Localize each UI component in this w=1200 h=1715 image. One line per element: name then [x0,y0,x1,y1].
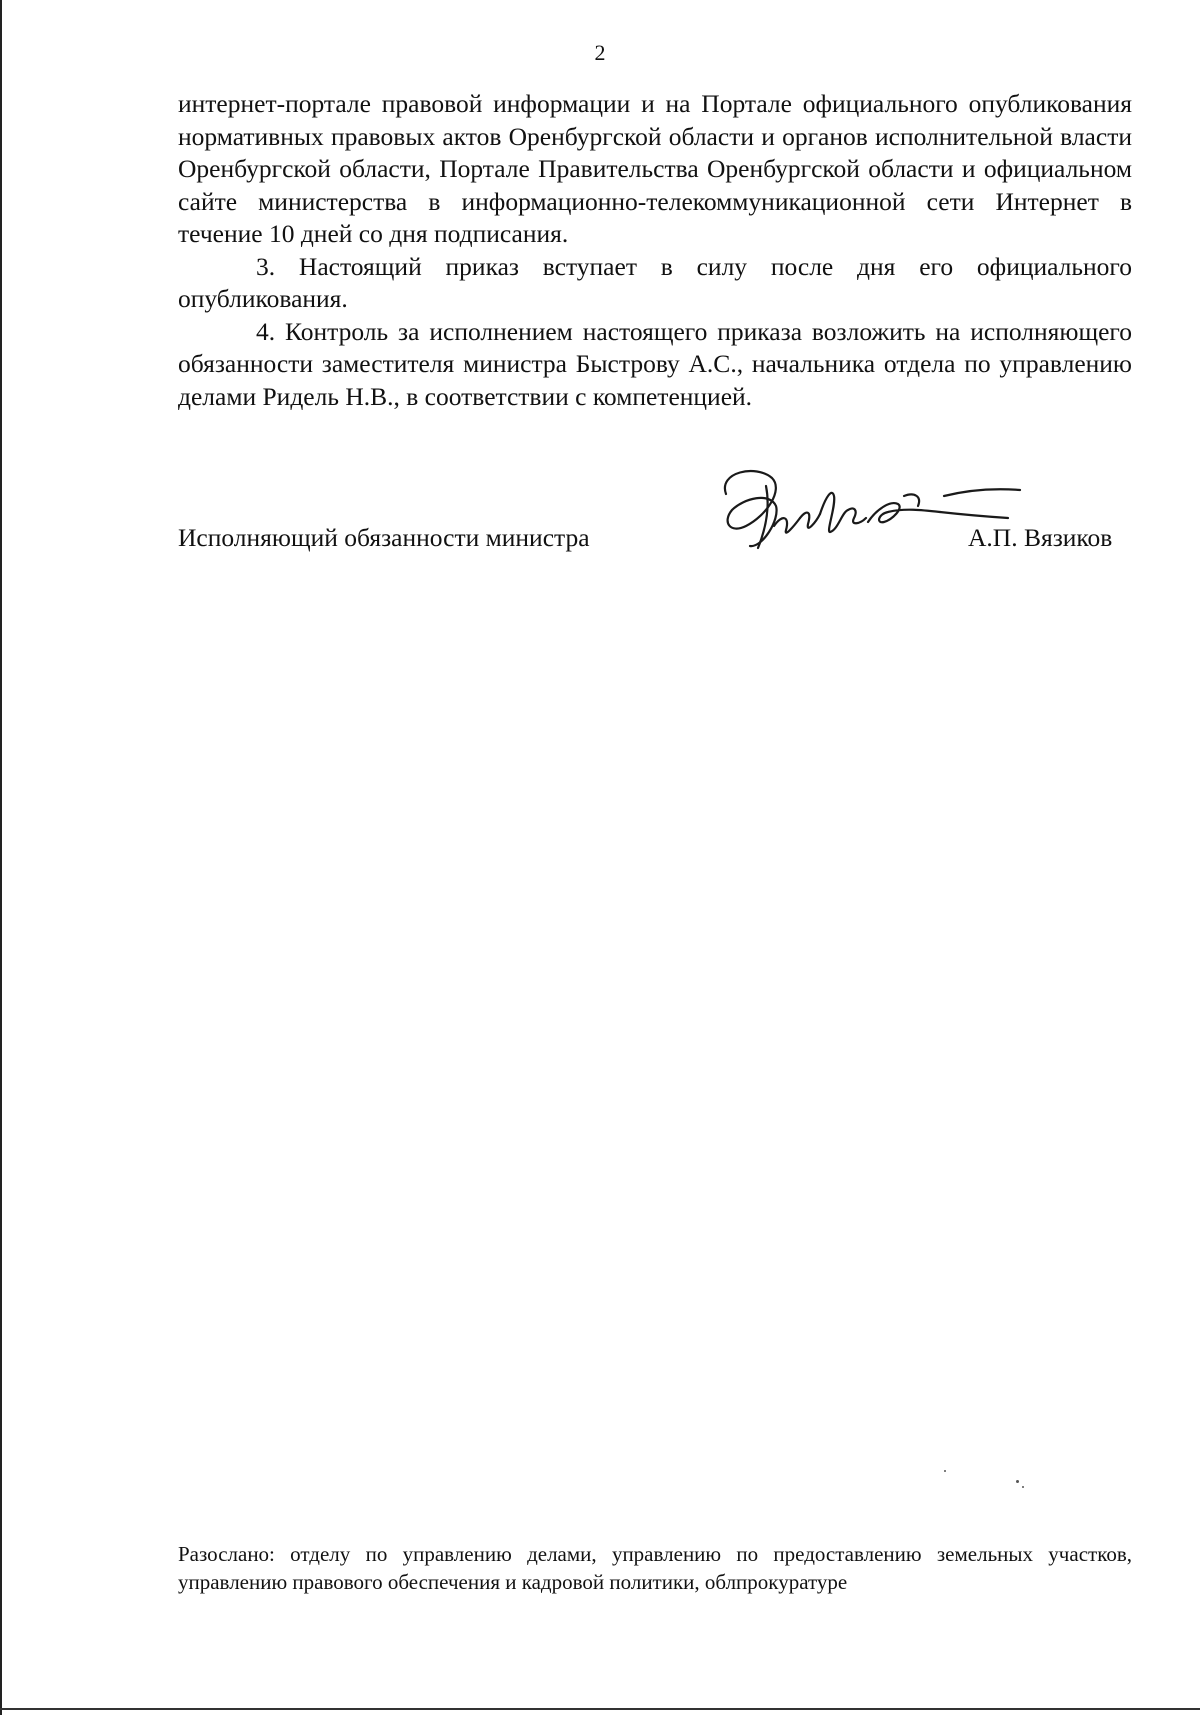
scan-speck [1016,1480,1019,1483]
scan-edge-bottom [0,1708,1200,1710]
paragraph-item-3: 3. Настоящий приказ вступает в силу после дня его официального опубликования. [178,251,1132,313]
distribution-list: Разослано: отделу по управлению делами, управлению по предоставлению земельных участков, управлению правового обеспечения и кадровой политики, облпрокуратуре [178,1542,1132,1594]
scan-speck [944,1470,946,1472]
page-number: 2 [594,40,606,65]
paragraph-publication: интернет-портале правовой информации и на Портале официального опубликования нормативных правовых актов Оренбургской области и органов исполнительной власти Оренбургской области, Портале Правительства Оренбургской области и официальном сайте министерства в информационно-телекоммуникационной сети Интернет в течение 10 дней со дня подписания. [178,89,1132,248]
order-body [178,88,1132,413]
paragraph-item-4: 4. Контроль за исполнением настоящего приказа возложить на исполняющего обязанности заместителя министра Быстрову А.С., начальника отдела по управлению делами Ридель Н.В., в соответствии с компетенцией. [178,316,1132,411]
scan-speck [1022,1486,1024,1488]
signatory-position: Исполняющий обязанности министра [178,523,590,552]
signatory-name: А.П. Вязиков [968,523,1113,552]
scan-edge-left [0,0,2,1715]
